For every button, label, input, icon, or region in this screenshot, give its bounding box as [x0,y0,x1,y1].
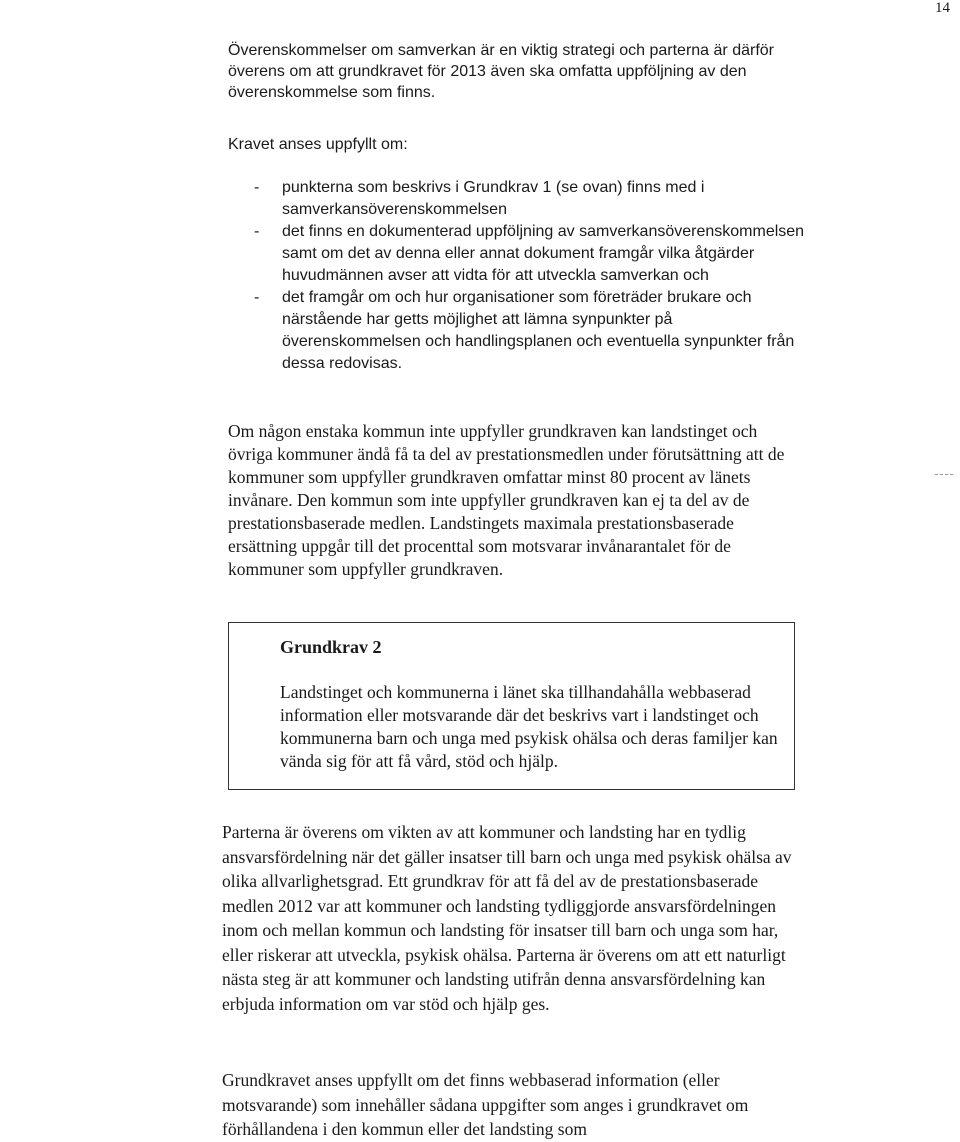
list-dash: - [254,179,260,196]
list-item [228,177,808,221]
box-body: Landstinget och kommunerna i länet ska tillhandahålla webbaserad information eller motsvarande där det beskrivs vart i landstinget och kommunerna barn och unga med psykisk ohälsa och deras familjer kan vända sig för att få vård, stöd och hjälp. [280,682,778,771]
list-item-text: det framgår om och hur organisationer som företräder brukare och närstående har getts möjlighet att lämna synpunkter på överenskommelsen och handlingsplanen och eventuella synpunkter från dessa redovisas. [282,289,795,372]
kravet-heading: Kravet anses uppfyllt om: [228,136,408,153]
list-item [228,287,808,375]
list-dash: - [254,223,260,240]
box-title: Grundkrav 2 [280,637,382,657]
list-dash: - [254,289,260,306]
list-item-text: det finns en dokumenterad uppföljning av samverkansöverenskommelsen samt om det av denna eller annat dokument framgår vilka åtgärder huvudmännen avser att vidta för att utveckla samverkan och [282,223,805,284]
criteria-list [228,177,808,375]
parterna-paragraph: Parterna är överens om vikten av att kommuner och landsting har en tydlig ansvarsfördelning när det gäller insatser till barn och unga med psykisk ohälsa av olika allvarlighetsgrad. Ett grundkrav för att få del av de prestationsbaserade medlen 2012 var att kommuner och landsting tydliggjorde ansvarsfördelningen inom och mellan kommun och landsting för insatser till barn och unga som har, eller riskerar att utveckla, psykisk ohälsa. Parterna är överens om att ett naturligt nästa steg är att kommuner och landsting utifrån denna ansvarsfördelning kan erbjuda information om var stöd och hjälp ges. [222,822,792,1014]
list-item-text: punkterna som beskrivs i Grundkrav 1 (se ovan) finns med i samverkansöverenskommelsen [282,179,705,218]
om-paragraph: Om någon enstaka kommun inte uppfyller grundkraven kan landstinget och övriga kommuner ändå få ta del av prestationsmedlen under förutsättning att de kommuner som uppfyller grundkraven omfattar minst 80 procent av länets invånare. Den kommun som inte uppfyller grundkraven kan ej ta del av de prestationsbaserade medlen. Landstingets maximala prestationsbaserade ersättning uppgår till det procenttal som motsvarar invånarantalet för de kommuner som uppfyller grundkraven. [228,421,785,579]
grundkrav-box [228,622,795,790]
margin-mark [935,474,953,475]
list-item [228,221,808,287]
intro-paragraph: Överenskommelser om samverkan är en viktig strategi och parterna är därför överens om att grundkravet för 2013 även ska omfatta uppföljning av den överenskommelse som finns. [228,42,774,101]
grundkravet-paragraph: Grundkravet anses uppfyllt om det finns webbaserad information (eller motsvarande) som innehåller sådana uppgifter som anges i grundkravet om förhållandena i den kommun eller det landsting som [222,1070,749,1139]
page-number: 14 [935,0,950,16]
